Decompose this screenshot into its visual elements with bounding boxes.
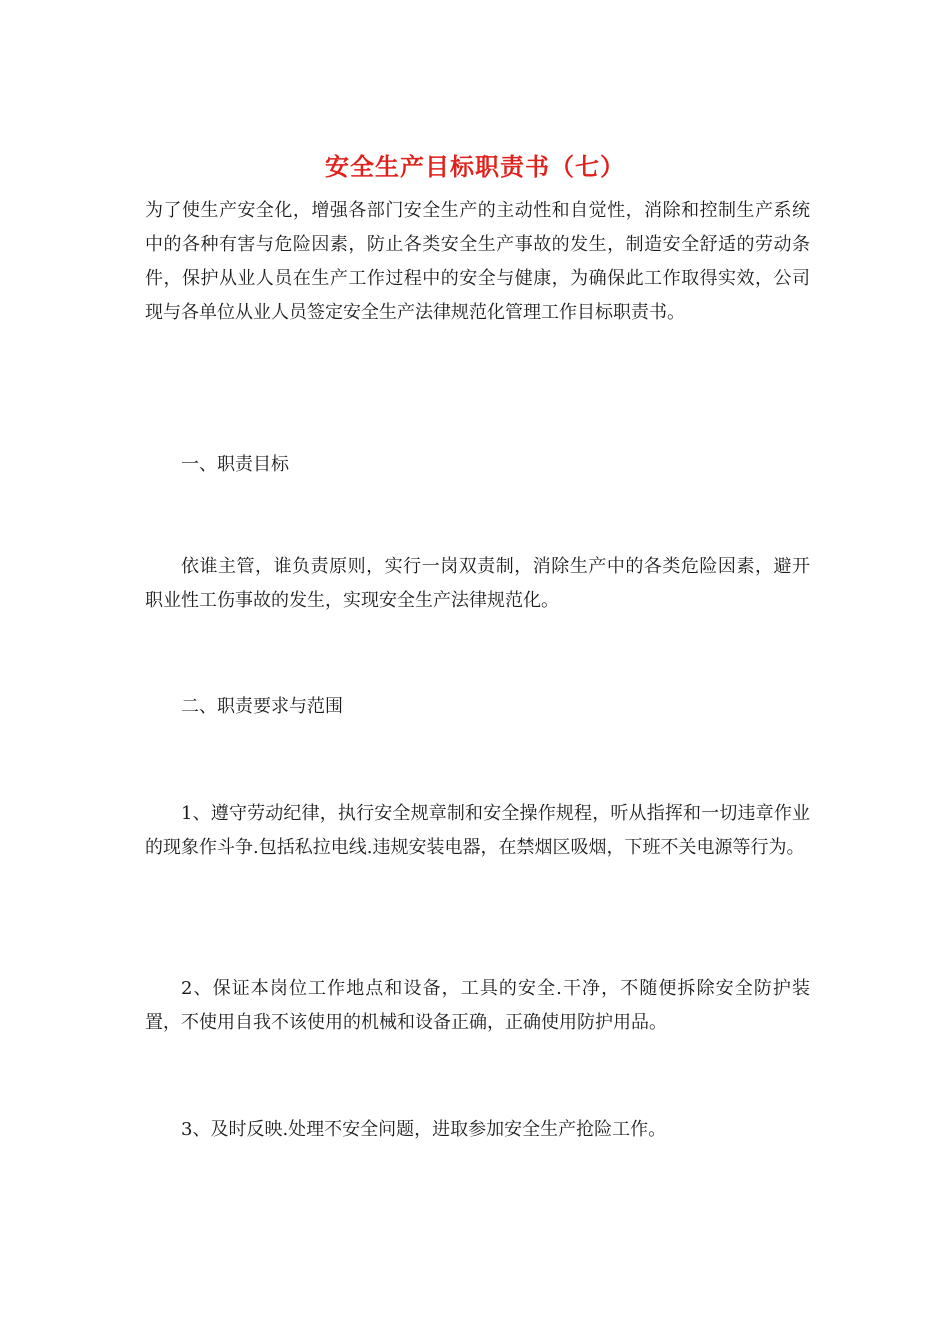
requirement-item-1: 1、遵守劳动纪律，执行安全规章制和安全操作规程，听从指挥和一切违章作业的现象作斗争.包括私拉电线.违规安装电器，在禁烟区吸烟，下班不关电源等行为。: [145, 803, 810, 858]
requirement-item-3: 3、及时反映.处理不安全问题，进取参加安全生产抢险工作。: [181, 1119, 667, 1140]
section-heading-requirements: 二、职责要求与范围: [181, 696, 343, 717]
intro-paragraph: 为了使生产安全化，增强各部门安全生产的主动性和自觉性，消除和控制生产系统中的各种有害与危险因素，防止各类安全生产事故的发生，制造安全舒适的劳动条件，保护从业人员在生产工作过程中的安全与健康，为确保此工作取得实效，公司现与各单位从业人员签定安全生产法律规范化管理工作目标职责书。: [145, 200, 810, 323]
section-heading-goals: 一、职责目标: [181, 454, 289, 475]
document-title: 安全生产目标职责书（七）: [325, 152, 625, 181]
requirement-item-2: 2、保证本岗位工作地点和设备，工具的安全.干净，不随便拆除安全防护装置，不使用自我不该使用的机械和设备正确，正确使用防护用品。: [145, 978, 810, 1033]
section-goals-body: 依谁主管，谁负责原则，实行一岗双责制，消除生产中的各类危险因素，避开职业性工伤事故的发生，实现安全生产法律规范化。: [145, 556, 810, 611]
